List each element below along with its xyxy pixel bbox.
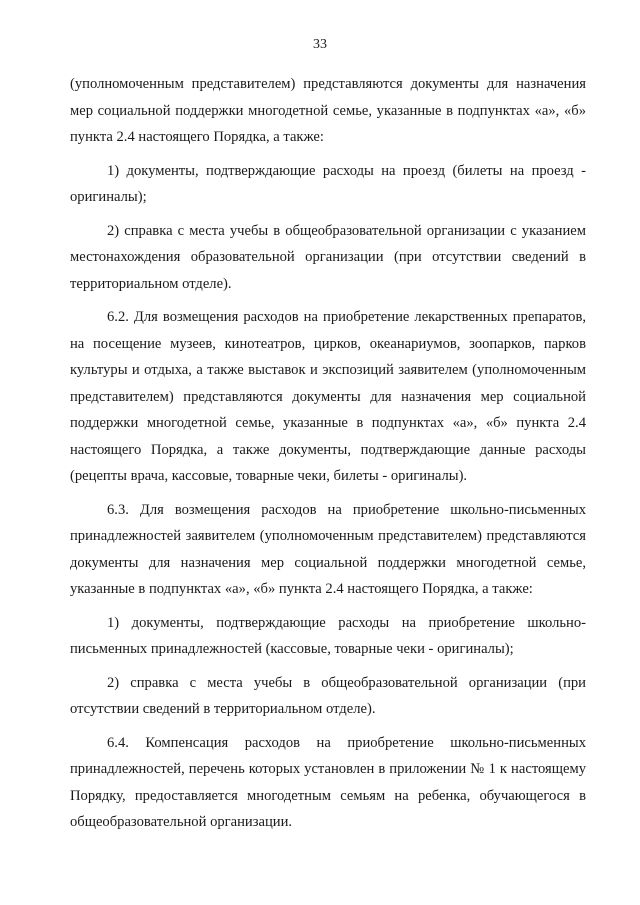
paragraph-item-supplies-receipts: 1) документы, подтверждающие расходы на приобретение школьно-письменных принадлежностей (кассовые, товарные чеки - оригиналы); [70,614,586,657]
paragraph-item-school-certificate-2: 2) справка с места учебы в общеобразовательной организации (при отсутствии сведений в территориальном отделе). [70,674,586,717]
page-number: 33 [313,37,327,52]
paragraph-section-6-4: 6.4. Компенсация расходов на приобретение школьно-письменных принадлежностей, перечень которых установлен в приложении № 1 к настоящему Порядку, предоставляется многодетным семьям на ребенка, обучающегося в общеобразовательной организации. [70,734,586,830]
paragraph-continuation: (уполномоченным представителем) представляются документы для назначения мер социальной поддержки многодетной семье, указанные в подпунктах «а», «б» пункта 2.4 настоящего Порядка, а также: [70,76,586,145]
document-body [70,71,586,843]
paragraph-section-6-3: 6.3. Для возмещения расходов на приобретение школьно-письменных принадлежностей заявителем (уполномоченным представителем) представляются документы для назначения мер социальной поддержки многодетной семье, указанные в подпунктах «а», «б» пункта 2.4 настоящего Порядка, а также: [70,501,586,597]
paragraph-item-travel-documents: 1) документы, подтверждающие расходы на проезд (билеты на проезд - оригиналы); [70,162,586,205]
paragraph-item-school-certificate: 2) справка с места учебы в общеобразовательной организации с указанием местонахождения образовательной организации (при отсутствии сведений в территориальном отделе). [70,222,586,292]
paragraph-section-6-2: 6.2. Для возмещения расходов на приобретение лекарственных препаратов, на посещение музеев, кинотеатров, цирков, океанариумов, зоопарков, парков культуры и отдыха, а также выставок и экспозиций заявителем (уполномоченным представителем) представляются документы для назначения мер социальной поддержки многодетной семье, указанные в подпунктах «а», «б» пункта 2.4 настоящего Порядка, а также документы, подтверждающие данные расходы (рецепты врача, кассовые, товарные чеки, билеты - оригиналы). [70,309,586,484]
